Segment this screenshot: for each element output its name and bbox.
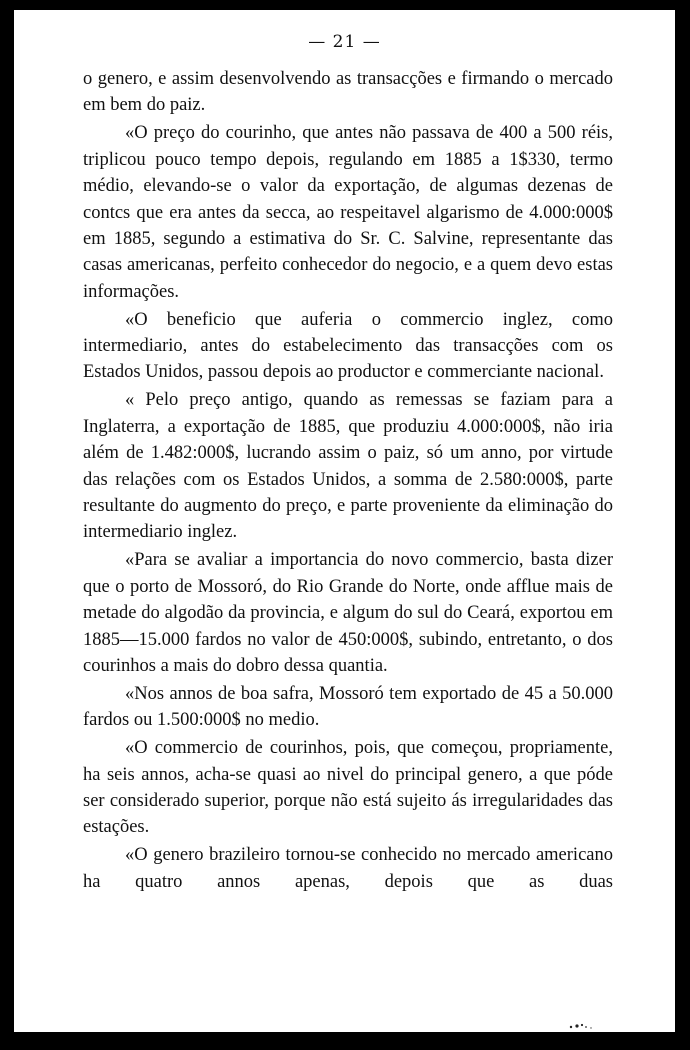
scan-specks <box>565 1020 605 1030</box>
scanned-page <box>14 10 675 1032</box>
page-number: — 21 — <box>308 32 381 52</box>
paragraph-courinho-commerce: «O commercio de courinhos, pois, que começou, propriamente, ha seis annos, acha-se quasi ao nivel do principal genero, a que póde ser considerado superior, porque não está sujeito ás irregularidades das estações. <box>83 738 613 838</box>
paragraph-courinho-price: «O preço do courinho, que antes não passava de 400 a 500 réis, triplicou pouco tempo depois, regulando em 1885 a 1$330, termo médio, elevando-se o valor da exportação, de algumas dezenas de contcs que era antes da secca, ao respeitavel algarismo de 4.000:000$ em 1885, segundo a estimativa do Sr. C. Salvine, representante das casas americanas, perfeito conhecedor do negocio, e a quem devo estas informações. <box>83 123 613 302</box>
paragraph-mossoro-port: «Para se avaliar a importancia do novo commercio, basta dizer que o porto de Mossoró, do Rio Grande do Norte, onde afflue mais de metade do algodão da provincia, e algum do sul do Ceará, exportou em 1885—15.000 fardos no valor de 450:000$, subindo, entretanto, o dos courinhos a mais do dobro dessa quantia. <box>83 550 613 676</box>
paragraph-american-market: «O genero brazileiro tornou-se conhecido no mercado americano ha quatro annos apenas, depois que as duas <box>83 845 613 892</box>
paragraph-continuation: o genero, e assim desenvolvendo as transacções e firmando o mercado em bem do paiz. <box>83 69 613 116</box>
paragraph-old-price: « Pelo preço antigo, quando as remessas se faziam para a Inglaterra, a exportação de 1885, que produziu 4.000:000$, não iria além de 1.482:000$, lucrando assim o paiz, só um anno, por virtude das relações com os Estados Unidos, a somma de 2.580:000$, parte resultante do augmento do preço, e parte proveniente da eliminação do intermediario inglez. <box>83 390 613 543</box>
paragraph-good-harvest: «Nos annos de boa safra, Mossoró tem exportado de 45 a 50.000 fardos ou 1.500:000$ no medio. <box>83 683 613 731</box>
paragraph-english-commerce: «O beneficio que auferia o commercio inglez, como intermediario, antes do estabelecimento das transacções com os Estados Unidos, passou depois ao productor e commerciante nacional. <box>83 309 613 383</box>
body-text <box>83 66 613 897</box>
